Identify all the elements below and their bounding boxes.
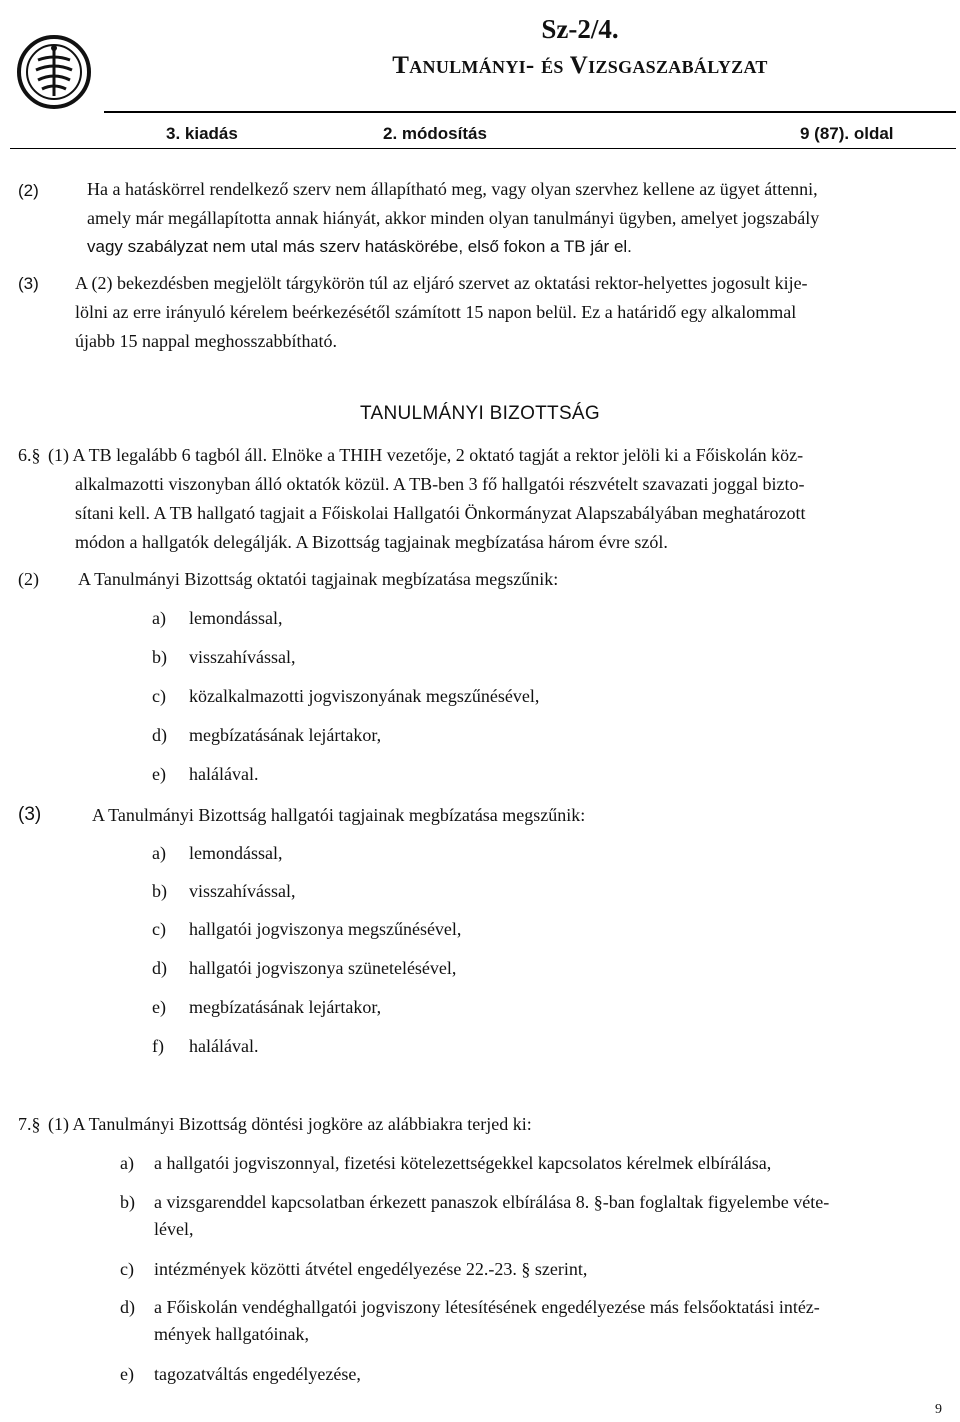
section-6-line-2: alkalmazotti viszonyban álló oktatók közül. A TB-ben 3 fő hallgatói részvételt szavazati joggal bizto-: [75, 474, 805, 494]
section-6-line-4: módon a hallgatók delegálják. A Bizottság tagjainak megbízatása három évre szól.: [75, 532, 668, 552]
paragraph-3-line-3: újabb 15 nappal meghosszabbítható.: [75, 331, 337, 351]
section-6-3-number: (3): [18, 804, 42, 825]
document-title: Tanulmányi- és Vizsgaszabályzat: [392, 52, 768, 79]
section-6-2-intro: A Tanulmányi Bizottság oktatói tagjainak megbízatása megszűnik:: [78, 569, 559, 589]
list-item: b) a vizsgarenddel kapcsolatban érkezett panaszok elbírálása 8. §-ban foglaltak figyelembe véte-: [120, 1192, 830, 1212]
list-item: e) megbízatásának lejártakor,: [152, 997, 382, 1017]
paragraph-2-line-1: Ha a hatáskörrel rendelkező szerv nem állapítható meg, vagy olyan szervhez kellene az ügyet áttenni,: [87, 179, 818, 199]
list-item-continuation: lével,: [154, 1219, 194, 1239]
section-6-2-number: (2): [18, 569, 39, 589]
seal-emblem-icon: [16, 34, 92, 110]
list-item: c) közalkalmazotti jogviszonyának megszűnésével,: [152, 686, 540, 706]
paragraph-3-line-2: lölni az erre irányuló kérelem beérkezésétől számított 15 napon belül. Ez a határidő egy alkalommal: [75, 302, 797, 322]
page-reference: 9 (87). oldal: [800, 124, 894, 143]
section-6-label: 6.§: [18, 445, 41, 465]
paragraph-2-number: (2): [18, 181, 39, 200]
paragraph-2-line-2: amely már megállapította annak hiányát, akkor minden olyan tanulmányi ügyben, amelyet jogszabály: [87, 208, 820, 228]
header-divider: [10, 148, 956, 149]
section-6-3-intro: A Tanulmányi Bizottság hallgatói tagjainak megbízatása megszűnik:: [92, 805, 586, 825]
page-number: 9: [935, 1402, 942, 1417]
document-code: Sz-2/4.: [541, 14, 619, 44]
paragraph-2-line-3: vagy szabályzat nem utal más szerv hatáskörébe, első fokon a TB jár el.: [87, 237, 632, 256]
header-rule: [104, 111, 956, 113]
paragraph-3-number: (3): [18, 274, 39, 293]
list-item: e) tagozatváltás engedélyezése,: [120, 1364, 361, 1384]
list-item: c) hallgatói jogviszonya megszűnésével,: [152, 919, 462, 939]
list-item: a) lemondással,: [152, 843, 283, 863]
list-item: f) halálával.: [152, 1036, 259, 1056]
institution-logo: [16, 34, 92, 110]
section-6-line-1: (1) A TB legalább 6 tagból áll. Elnöke a THIH vezetője, 2 oktató tagját a rektor jelöli ki a Főiskolán köz-: [48, 445, 804, 465]
list-item: a) a hallgatói jogviszonnyal, fizetési kötelezettségekkel kapcsolatos kérelmek elbírálása,: [120, 1153, 772, 1173]
list-item: d) hallgatói jogviszonya szünetelésével,: [152, 958, 457, 978]
section-7-intro: (1) A Tanulmányi Bizottság döntési jogköre az alábbiakra terjed ki:: [48, 1114, 532, 1134]
list-item-continuation: mények hallgatóinak,: [154, 1324, 309, 1344]
list-item: b) visszahívással,: [152, 881, 296, 901]
section-6-line-3: sítani kell. A TB hallgató tagjait a Főiskolai Hallgatói Önkormányzat Alapszabályában meghatározott: [75, 503, 806, 523]
list-item: b) visszahívással,: [152, 647, 296, 667]
list-item: a) lemondással,: [152, 608, 283, 628]
section-heading: TANULMÁNYI BIZOTTSÁG: [359, 403, 600, 424]
list-item: d) a Főiskolán vendéghallgatói jogviszony létesítésének engedélyezése más felsőoktatási intéz-: [120, 1297, 820, 1317]
paragraph-3-line-1: A (2) bekezdésben megjelölt tárgykörön túl az eljáró szervet az oktatási rektor-helyettes jogosult kije-: [75, 273, 808, 293]
modification-label: 2. módosítás: [383, 124, 487, 143]
section-7-label: 7.§: [18, 1114, 41, 1134]
list-item: e) halálával.: [152, 764, 259, 784]
edition-label: 3. kiadás: [166, 124, 238, 143]
list-item: c) intézmények közötti átvétel engedélyezése 22.-23. § szerint,: [120, 1259, 588, 1279]
list-item: d) megbízatásának lejártakor,: [152, 725, 382, 745]
